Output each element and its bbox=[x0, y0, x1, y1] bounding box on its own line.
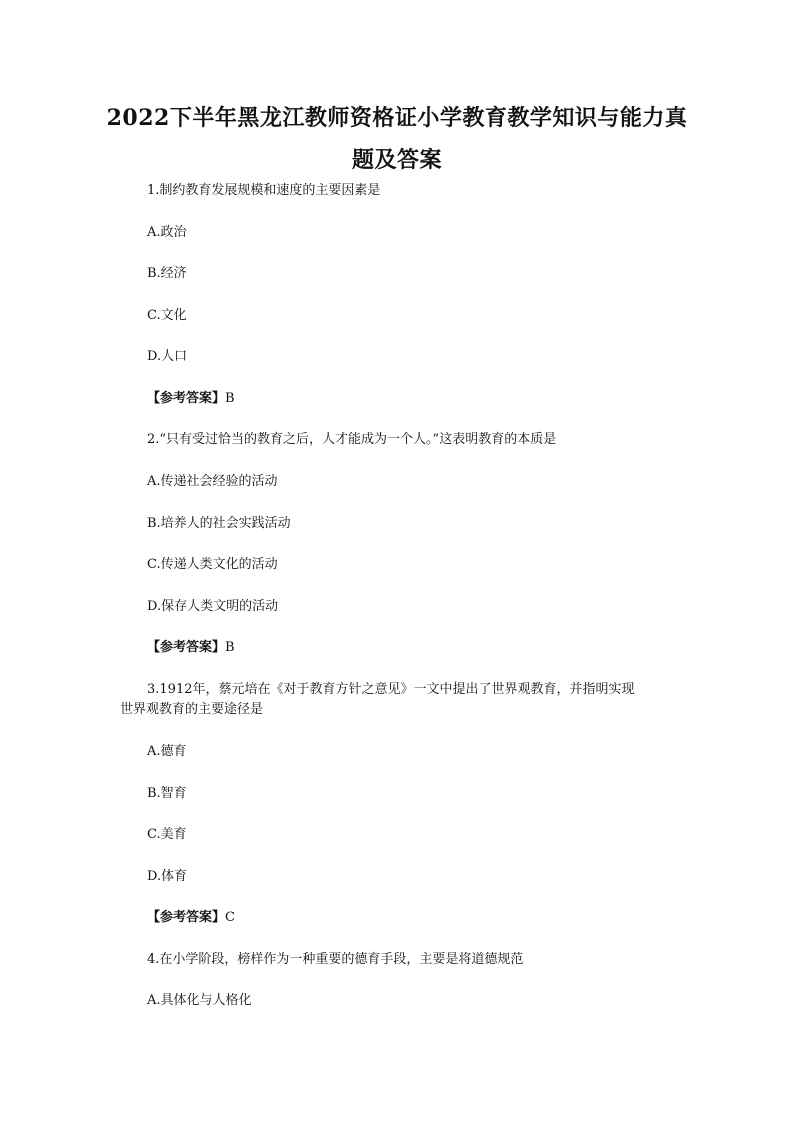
question-3-stem bbox=[120, 680, 667, 720]
document-title-line-1: 2022下半年黑龙江教师资格证小学教育教学知识与能力真 bbox=[106, 105, 688, 131]
question-2-stem: 2.“只有受过恰当的教育之后，人才能成为一个人。”这表明教育的本质是 bbox=[147, 432, 557, 447]
question-2-option-c: C.传递人类文化的活动 bbox=[147, 557, 278, 572]
question-1-stem: 1.制约教育发展规模和速度的主要因素是 bbox=[147, 183, 381, 198]
question-3-option-b: B.智育 bbox=[147, 786, 187, 801]
question-1-option-c: C.文化 bbox=[147, 308, 187, 323]
question-2-option-d: D.保存人类文明的活动 bbox=[147, 599, 279, 614]
question-3-stem-line-2: 世界观教育的主要途径是 bbox=[120, 702, 264, 717]
question-3-option-d: D.体育 bbox=[147, 869, 188, 884]
question-1-option-d: D.人口 bbox=[147, 349, 188, 364]
question-3-option-a: A.德育 bbox=[147, 744, 187, 759]
answer-value: B bbox=[225, 640, 235, 655]
answer-label: 【参考答案】 bbox=[147, 640, 226, 655]
question-3-option-c: C.美育 bbox=[147, 827, 187, 842]
question-2-answer bbox=[147, 639, 235, 657]
question-1-option-a: A.政治 bbox=[147, 225, 187, 240]
answer-label: 【参考答案】 bbox=[147, 910, 226, 925]
question-2-option-a: A.传递社会经验的活动 bbox=[147, 474, 278, 489]
question-4-option-a: A.具体化与人格化 bbox=[147, 993, 252, 1008]
question-3-answer bbox=[147, 909, 235, 927]
document-title-line-2: 题及答案 bbox=[351, 147, 442, 173]
question-2-option-b: B.培养人的社会实践活动 bbox=[147, 516, 291, 531]
question-3-stem-line-1: 3.1912年，蔡元培在《对于教育方针之意见》一文中提出了世界观教育，并指明实现 bbox=[147, 682, 635, 697]
question-1-answer bbox=[147, 390, 235, 408]
answer-label: 【参考答案】 bbox=[147, 391, 226, 406]
answer-value: B bbox=[225, 391, 235, 406]
question-4-stem: 4.在小学阶段，榜样作为一种重要的德育手段，主要是将道德规范 bbox=[147, 952, 524, 967]
question-1-option-b: B.经济 bbox=[147, 266, 187, 281]
answer-value: C bbox=[225, 910, 235, 925]
